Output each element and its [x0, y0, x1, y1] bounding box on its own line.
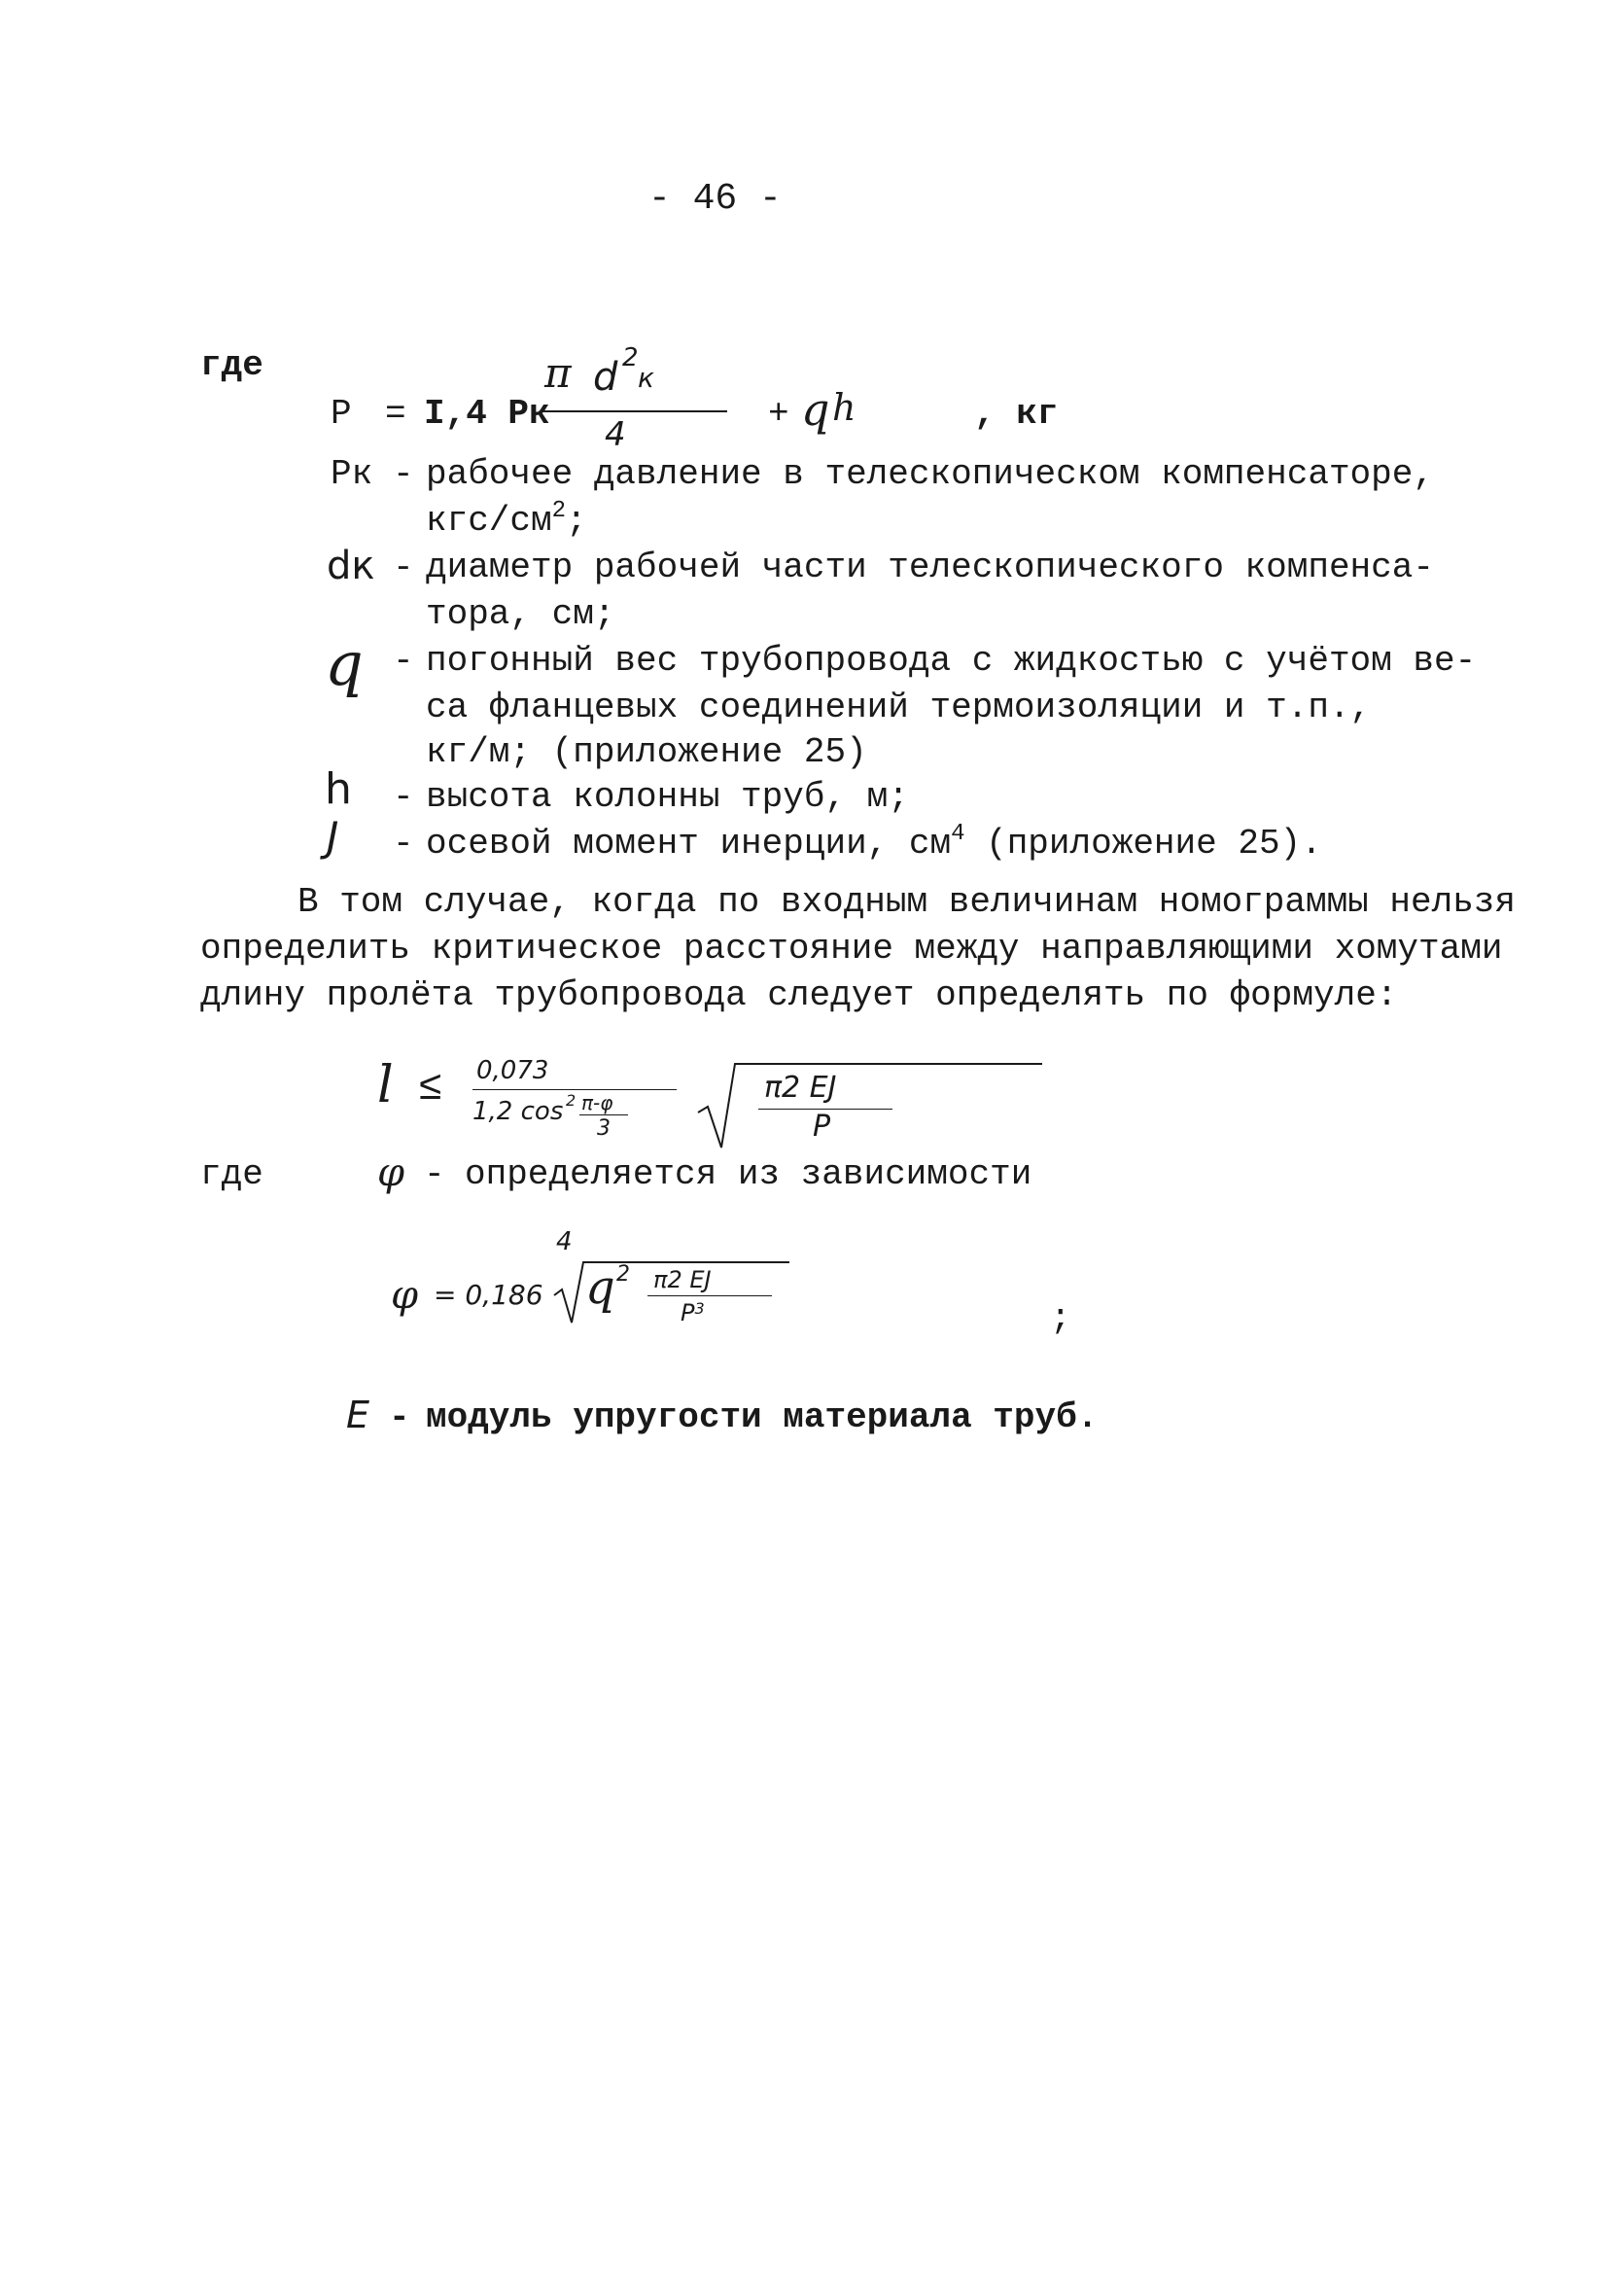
formula-phi-q: q	[585, 1260, 615, 1315]
formula-l-angle-num: π-φ	[581, 1091, 613, 1114]
def-e-text: модуль упругости материала труб.	[426, 1397, 1099, 1437]
where2-text: определяется из зависимости	[465, 1154, 1032, 1194]
formula-phi-frac-bar	[647, 1295, 772, 1296]
def-symbol-pk: Рк	[331, 454, 373, 494]
where2-dash: -	[424, 1154, 445, 1194]
def-j-base: осевой момент инерции, см	[426, 824, 952, 864]
formula-p-q: q	[801, 383, 830, 436]
formula-p-plus: +	[768, 394, 789, 434]
formula-phi-semicolon: ;	[1050, 1298, 1071, 1338]
formula-p-d: d	[593, 355, 618, 400]
def-text-line: тора, см;	[426, 594, 615, 634]
def-text-line: высота колонны труб, м;	[426, 777, 909, 817]
formula-p-unit: , кг	[974, 394, 1059, 434]
formula-l-angle-bar	[579, 1114, 628, 1115]
formula-l-frac-num: 0,073	[476, 1056, 549, 1085]
def-text-line: кг/м; (приложение 25)	[426, 732, 867, 772]
def-text-line: диаметр рабочей части телескопического компенса-	[426, 548, 1434, 587]
def-unit-exp: 2	[551, 498, 567, 524]
formula-l-frac-den: 1,2 cos	[472, 1097, 564, 1126]
def-symbol-h: h	[325, 764, 352, 814]
formula-phi-coef: = 0,186	[434, 1279, 543, 1311]
def-text-line: са фланцевых соединений термоизоляции и т.п.,	[426, 688, 1372, 727]
formula-p-eq: =	[385, 394, 406, 434]
formula-l-cos-exp: 2	[566, 1091, 577, 1110]
def-unit-line	[426, 498, 587, 541]
formula-phi-frac-num: π2 EJ	[653, 1266, 712, 1293]
def-dash: -	[393, 454, 414, 494]
def-j-end: (приложение 25).	[964, 824, 1322, 864]
def-dash: -	[393, 641, 414, 681]
def-text-line: погонный вес трубопровода с жидкостью с учётом ве-	[426, 641, 1477, 681]
paragraph-line: определить критическое расстояние между направляющими хомутами	[200, 929, 1503, 969]
formula-l-lhs: l	[377, 1056, 394, 1114]
where2-word: где	[200, 1154, 263, 1194]
formula-p-pi: π	[544, 349, 572, 397]
formula-phi-frac-den	[681, 1301, 705, 1325]
paragraph-line: В том случае, когда по входным величинам номограммы нельзя	[297, 882, 1517, 922]
def-symbol-j: J	[327, 813, 339, 861]
def-dash: -	[393, 824, 414, 864]
formula-l-leq: ≤	[418, 1065, 443, 1112]
formula-p-d-sub: к	[638, 362, 654, 394]
formula-phi-frac-den-exp: 3	[694, 1299, 705, 1318]
def-symbol-dk: dк	[327, 544, 375, 588]
def-unit-base: кгс/см	[426, 501, 552, 541]
formula-p-d-exp: 2	[622, 343, 639, 372]
formula-phi-root-index: 4	[556, 1227, 573, 1256]
formula-l-frac-bar	[472, 1089, 677, 1090]
page-number: - 46 -	[648, 178, 782, 220]
formula-p-den: 4	[605, 415, 626, 454]
formula-l-radical-sign	[696, 1062, 1046, 1153]
def-dash: -	[393, 777, 414, 817]
def-j-line	[426, 821, 1322, 864]
formula-p-h: h	[832, 386, 856, 429]
formula-l-rad-den: P	[813, 1110, 831, 1144]
def-dash: -	[393, 548, 414, 587]
formula-phi-lhs: φ	[391, 1273, 419, 1318]
def-e-dash: -	[389, 1397, 410, 1437]
def-e-symbol: E	[346, 1394, 370, 1436]
paragraph-line: длину пролёта трубопровода следует определять по формуле:	[200, 975, 1398, 1015]
formula-phi-frac-den-base: P	[681, 1299, 695, 1326]
def-unit-end: ;	[566, 501, 587, 541]
formula-phi-q-exp: 2	[616, 1262, 630, 1287]
formula-p-fraction-bar	[541, 410, 727, 412]
formula-p-coef: I,4 Рк	[424, 394, 550, 434]
formula-p-lhs: P	[331, 394, 352, 434]
where2-symbol: φ	[377, 1150, 405, 1195]
formula-l-rad-num: π2 EJ	[764, 1071, 837, 1105]
def-symbol-q: q	[325, 628, 364, 699]
formula-l-angle-den: 3	[597, 1116, 611, 1141]
where-label: где	[200, 345, 263, 385]
def-j-exp: 4	[951, 821, 965, 847]
def-text-line: рабочее давление в телескопическом компенсаторе,	[426, 454, 1434, 494]
